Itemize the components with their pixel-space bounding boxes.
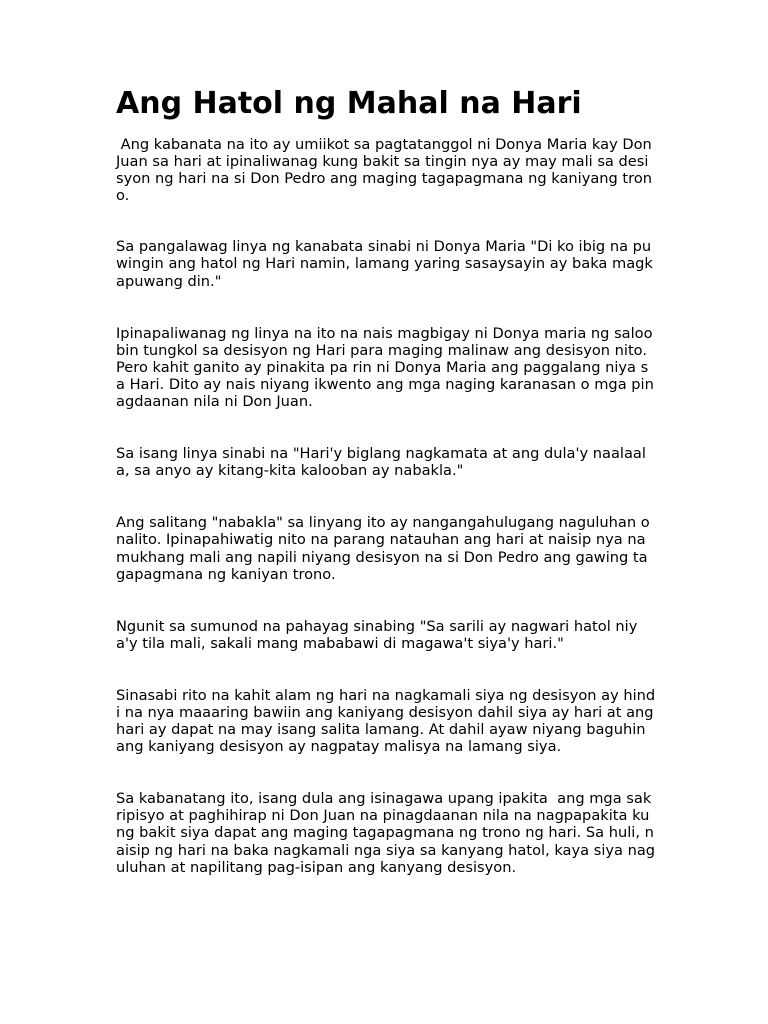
paragraph-8: Sa kabanatang ito, isang dula ang isinagawa upang ipakita ang mga sakripisyo at paghihirap ni Don Juan na pinagdaanan nila na nagpapakita kung bakit siya dapat ang maging tagapagmana ng trono ng hari. Sa huli, naisip ng hari na baka nagkamali nga siya sa kanyang hatol, kaya siya naguluhan at napilitang pag-isipan ang kanyang desisyon. <box>116 790 656 876</box>
paragraph-1: Ang kabanata na ito ay umiikot sa pagtatanggol ni Donya Maria kay Don Juan sa hari at ipinaliwanag kung bakit sa tingin nya ay may mali sa desisyon ng hari na si Don Pedro ang maging tagapagmana ng kaniyang trono. <box>116 136 657 205</box>
paragraph-5: Ang salitang "nabakla" sa linyang ito ay nangangahulugang naguluhan o nalito. Ipinapahiwatig nito na parang natauhan ang hari at naisip nya na mukhang mali ang napili niyang desisyon na si Don Pedro ang gawing tagapagmana ng kaniyan trono. <box>116 514 655 583</box>
paragraph-6: Ngunit sa sumunod na pahayag sinabing "Sa sarili ay nagwari hatol niya'y tila mali, sakali mang mababawi di magawa't siya'y hari." <box>116 617 638 652</box>
document-page <box>116 86 659 911</box>
document-title: Ang Hatol ng Mahal na Hari <box>116 86 582 121</box>
paragraph-4: Sa isang linya sinabi na "Hari'y biglang nagkamata at ang dula'y naalaala, sa anyo ay kitang-kita kalooban ay nabakla." <box>116 445 646 480</box>
paragraph-7: Sinasabi rito na kahit alam ng hari na nagkamali siya ng desisyon ay hindi na nya maaaring bawiin ang kaniyang desisyon dahil siya ay hari at ang hari ay dapat na may isang salita lamang. At dahil ayaw niyang baguhin ang kaniyang desisyon ay nagpatay malisya na lamang siya. <box>116 686 659 756</box>
paragraph-2: Sa pangalawag linya ng kanabata sinabi ni Donya Maria "Di ko ibig na puwingin ang hatol ng Hari namin, lamang yaring sasaysayin ay baka magkapuwang din." <box>116 238 653 290</box>
paragraph-3: Ipinapaliwanag ng linya na ito na nais magbigay ni Donya maria ng saloobin tungkol sa desisyon ng Hari para maging malinaw ang desisyon nito. Pero kahit ganito ay pinakita pa rin ni Donya Maria ang paggalang niya sa Hari. Dito ay nais niyang ikwento ang mga naging karanasan o mga pinagdaanan nila ni Don Juan. <box>116 324 654 411</box>
